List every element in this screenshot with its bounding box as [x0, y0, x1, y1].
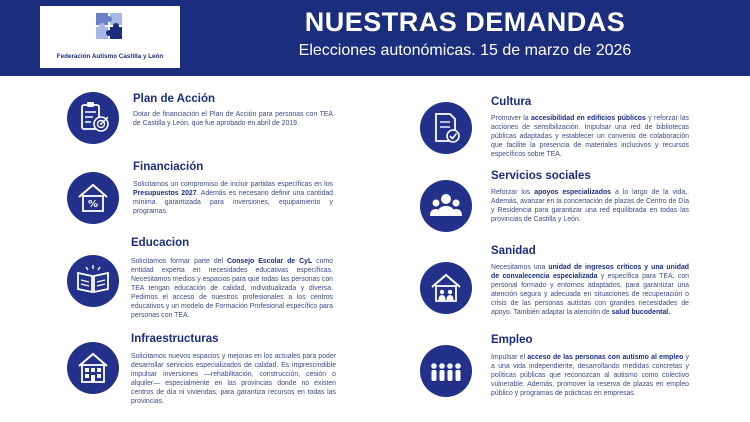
page-title: NUESTRAS DEMANDAS — [304, 7, 626, 37]
people-row-icon — [420, 345, 472, 397]
page-subtitle: Elecciones autonómicas. 15 de marzo de 2026 — [298, 42, 632, 59]
people-group-icon — [420, 180, 472, 232]
section-title-infraestructuras: Infraestructuras — [131, 333, 219, 345]
section-body-empleo: Impulsar el acceso de las personas con autismo al empleo y a una vida independiente, desarrollando medidas concretas y políticas públicas que reconozcan al autismo como colectivo vulnerable. Además, promover la reserva de plazas en empleo público y programas de prácticas en empresas. — [491, 354, 689, 397]
section-body-educacion: Solicitamos formar parte del Consejo Escolar de CyL como entidad experta en necesidades educativas específicas. Necesitamos medios y espacios para que todas las personas con TEA tengan educación de calidad, individualizada y diversa. Pedimos el acceso de nuestros profesionales a los centros educativos y un modelo de Formación Profesional específico para personas con TEA. — [131, 258, 334, 319]
svg-text:%: % — [87, 199, 99, 210]
logo-text: Federación Autismo Castilla y León — [56, 53, 164, 60]
section-title-financiacion: Financiación — [133, 161, 204, 173]
header-banner — [0, 0, 750, 76]
section-body-plan: Dotar de financiación el Plan de Acción para personas con TEA de Castilla y León, que fue aprobado en abril de 2019. — [133, 111, 333, 127]
section-body-servicios: Reforzar los apoyos especializados a lo largo de la vida,. Además, avanzar en la concertación de plazas de Centro de Día y Residencia para garantizar una red equilibrada en todas las provincias de Castilla y León. — [491, 189, 689, 223]
section-body-financiacion: Solicitamos un compromiso de incluir partidas específicas en los Presupuestos 2027. Además es necesario definir una cantidad mínima garantizada para inversiones, equipamiento y programas. — [133, 181, 333, 215]
health-house-icon — [420, 262, 472, 314]
section-body-cultura: Promover la accesibilidad en edificios públicos y reforzar las acciones de sensibilización. Impulsar una red de bibliotecas públicas adaptadas y establecer un convenio de colaboración que facilite la presencia de materiales inclusivos y recursos específicos sobre TEA. — [491, 115, 689, 158]
house-percent-icon — [67, 172, 119, 224]
puzzle-logo-icon — [93, 11, 127, 45]
section-title-sanidad: Sanidad — [491, 245, 536, 257]
building-icon — [67, 342, 119, 394]
section-title-empleo: Empleo — [491, 334, 533, 346]
logo — [40, 6, 180, 68]
section-body-infraestructuras: Solicitamos nuevos espacios y mejoras en los actuales para poder desarrollar servicios especializados de calidad. Es imprescindible impulsar inversiones —rehabilitación, construcción, cesión o alquiler— especialmente en las provincias donde no existen centros de día ni viviendas, para garantiza recursos en todas las provincias. — [131, 353, 336, 405]
clipboard-target-icon — [67, 92, 119, 144]
section-title-servicios: Servicios sociales — [491, 170, 591, 182]
section-body-sanidad: Necesitamos una unidad de ingresos críticos y una unidad de convalecencia especializada y específica para TEA, con personal formado y entornos adaptados, para garantizar una atención segura y adecuada en situaciones de recuperación o crisis de las personas autistas con grandes necesidades de apoyo. También adaptar la atención de salud bucodental. — [491, 264, 689, 316]
section-title-plan: Plan de Acción — [133, 93, 216, 105]
section-title-educacion: Educacion — [131, 237, 190, 249]
open-book-icon — [67, 255, 119, 307]
document-check-icon — [420, 102, 472, 154]
section-title-cultura: Cultura — [491, 96, 532, 108]
